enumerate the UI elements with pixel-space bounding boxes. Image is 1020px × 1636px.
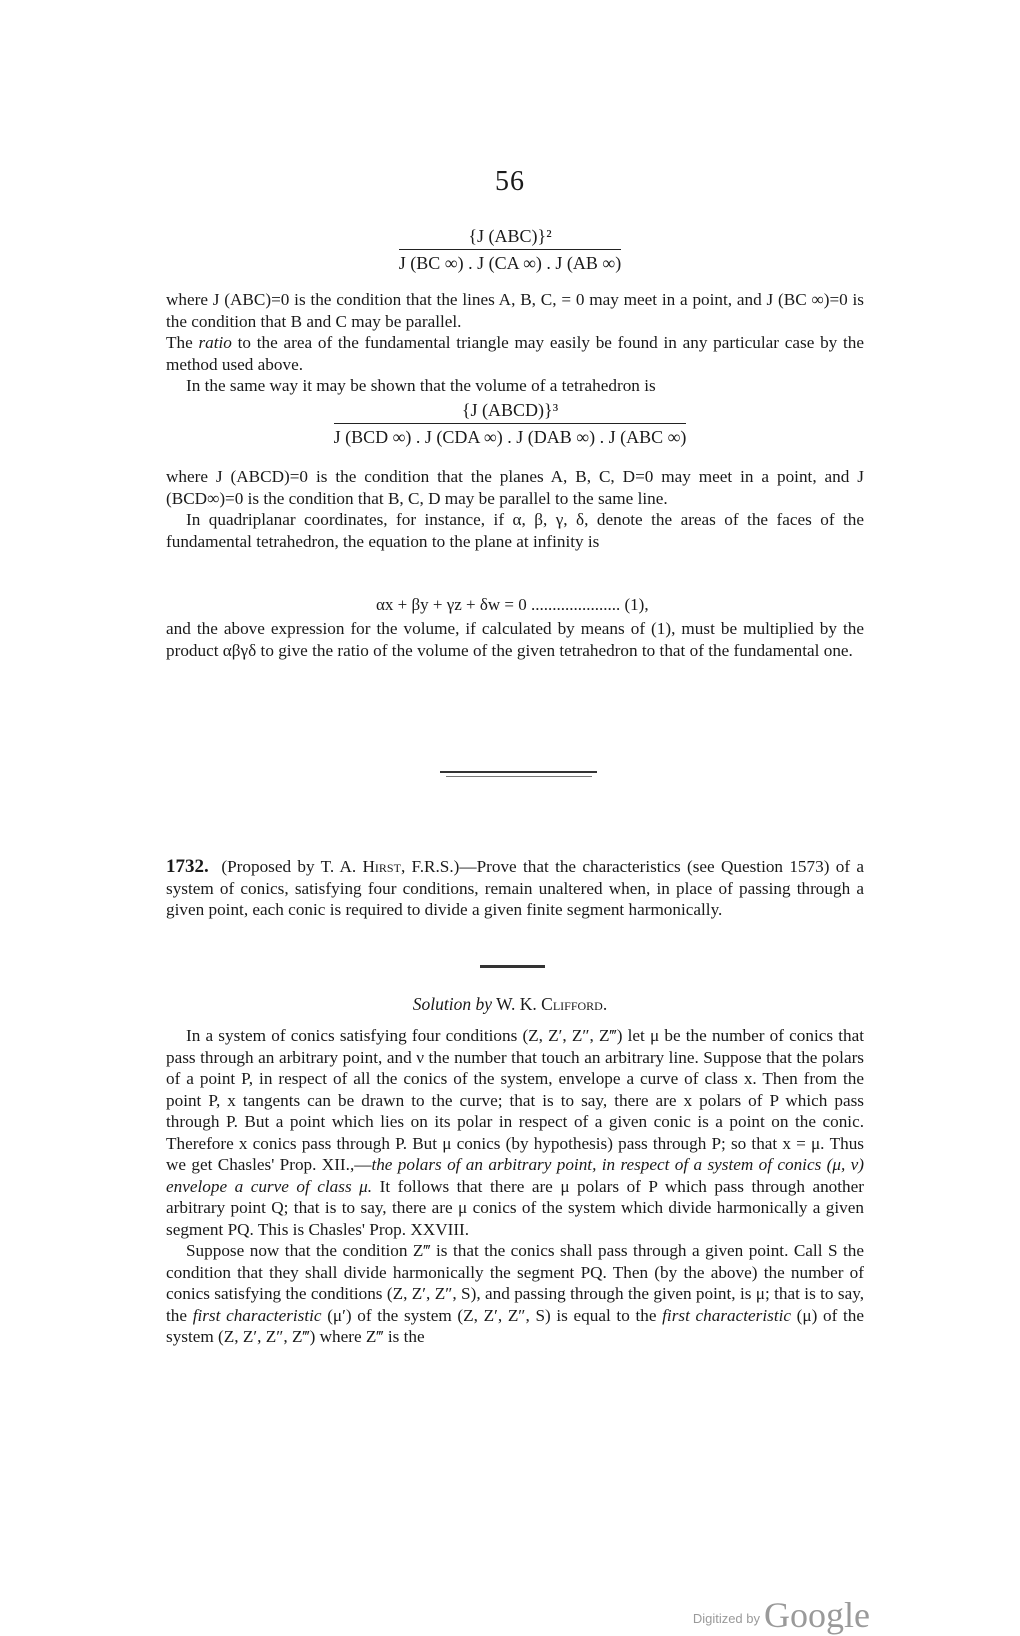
paragraph-quadriplanar: In quadriplanar coordinates, for instance, if α, β, γ, δ, denote the areas of the faces of the fundamental tetrahedron, the equation to the plane at infinity is: [166, 510, 864, 551]
formula-tetrahedron-volume: [230, 400, 790, 448]
formula-denominator: J (BCD ∞) . J (CDA ∞) . J (DAB ∞) . J (ABC ∞): [334, 423, 687, 448]
paragraph-tetrahedron-intro: In the same way it may be shown that the volume of a tetrahedron is: [186, 376, 656, 395]
solution-heading-post: .: [602, 994, 608, 1014]
solution-p2-text: Suppose now that the condition Z‴ is that the conics shall pass through a given point. Call S the condition that they shall divide harmonically the segment PQ. Then (by the above) the number of conics satisfying the conditions (Z, Z′, Z″, S), and passing through the given point, is μ; that is to say, the: [166, 1241, 864, 1325]
ratio-post: to the area of the fundamental triangle may easily be found in any particular case by the method used above.: [166, 333, 864, 374]
formula-numerator: {J (ABC)}²: [468, 226, 552, 246]
question-text: Prove that the characteristics (see Question 1573) of a system of conics, satisfying four conditions, remain unaltered when, in place of passing through a given point, each conic is required to divide a given finite segment harmonically.: [166, 857, 865, 919]
question-proposer-name: Hirst: [362, 857, 401, 876]
solution-author-name: Clifford: [541, 994, 603, 1014]
solution-p2-italic-1: first characteristic: [192, 1305, 322, 1325]
short-divider: [480, 965, 545, 968]
section-divider: [440, 771, 597, 773]
solution-paragraph-1: [166, 1025, 864, 1240]
solution-p2-text-mid: (μ′) of the system (Z, Z′, Z″, S) is equal to the: [321, 1305, 663, 1325]
formula-triangle-area: [300, 226, 720, 274]
digitized-watermark: [693, 1594, 870, 1636]
ratio-italic: ratio: [198, 333, 232, 352]
solution-body: [166, 1025, 864, 1348]
formula-numerator: {J (ABCD)}³: [461, 400, 559, 420]
solution-p1-text-end: It follows that there are μ polars of P which pass through another arbitrary point Q; that is to say, there are μ conics of the system which divide harmonically a given segment PQ. This is Chasles' Prop. XXVIII.: [166, 1176, 864, 1239]
paragraph-volume-product: and the above expression for the volume, if calculated by means of (1), must be multiplied by the product αβγδ to give the ratio of the volume of the given tetrahedron to that of the fundamental one.: [166, 619, 864, 660]
question-number: 1732.: [166, 856, 209, 877]
watermark-small-text: Digitized by: [692, 1611, 761, 1626]
question-proposer-post: , F.R.S.)—: [400, 857, 477, 876]
paragraph-block-3: [166, 618, 864, 661]
paragraph-condition-lines: where J (ABC)=0 is the condition that the lines A, B, C, = 0 may meet in a point, and J (BC ∞)=0 is the condition that B and C may be parallel.: [166, 290, 864, 331]
solution-p1-italic: the polars of an arbitrary point, in respect of a system of conics (μ, ν) envelope a curve of class μ.: [166, 1155, 864, 1196]
solution-heading: [0, 994, 1020, 1015]
solution-by-label: Solution by: [412, 994, 493, 1014]
watermark-logo-text: Google: [764, 1595, 870, 1635]
paragraph-block-1: [166, 289, 864, 397]
solution-author-pre: W. K.: [492, 994, 542, 1014]
solution-p2-text-end: (μ) of the system (Z, Z′, Z″, Z‴) where Z‴ is the: [166, 1305, 865, 1346]
paragraph-ratio: [166, 332, 864, 375]
equation-plane-at-infinity: αx + βy + γz + δw = 0 ..................... (1),: [376, 595, 649, 614]
solution-p1-text: In a system of conics satisfying four conditions (Z, Z′, Z″, Z‴) let μ be the number of conics that pass through an arbitrary point, and ν the number that touch an arbitrary line. Suppose that the polars of a point P, in respect of all the conics of the system, envelope a curve of class x. Then from the point P, x tangents can be drawn to the curve; that is to say, there are x polars of P which pass through P. But a point which lies on its polar in respect of a given conic is a point on the conic. Therefore x conics pass through P. But μ conics (by hypothesis) pass through P; so that x = μ. Thus we get Chasles' Prop. XII.,—: [166, 1026, 864, 1174]
formula-denominator: J (BC ∞) . J (CA ∞) . J (AB ∞): [399, 249, 622, 274]
ratio-pre: The: [166, 333, 199, 352]
page-number: 56: [495, 166, 525, 197]
question-proposer-pre: (Proposed by T. A.: [221, 857, 363, 876]
paragraph-condition-planes: where J (ABCD)=0 is the condition that the planes A, B, C, D=0 may meet in a point, and J (BCD∞)=0 is the condition that B, C, D may be parallel to the same line.: [166, 467, 864, 508]
question-text-block: [166, 856, 864, 921]
paragraph-block-2: [166, 466, 864, 552]
question-1732: [166, 856, 864, 921]
solution-paragraph-2: [166, 1240, 864, 1348]
solution-p2-italic-2: first characteristic: [662, 1305, 791, 1325]
section-divider-thin: [446, 776, 592, 777]
